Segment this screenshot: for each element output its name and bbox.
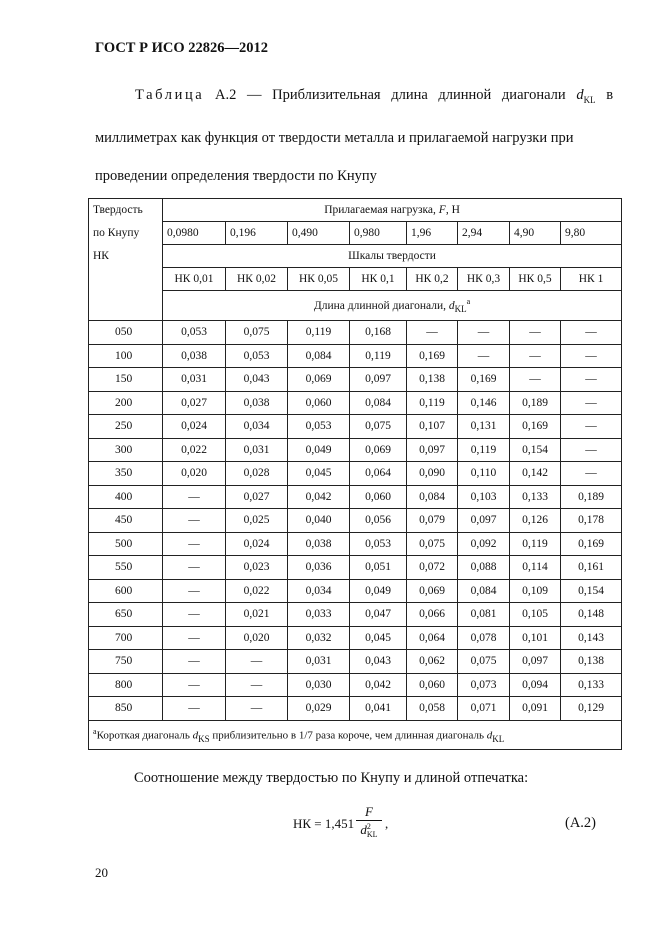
equation-number: (А.2) [565, 815, 597, 831]
scale-label: НК 0,2 [407, 268, 458, 291]
scale-label: НК 0,3 [458, 268, 510, 291]
diagonal-value: 0,154 [561, 579, 622, 603]
table-row [89, 485, 622, 509]
diagonal-value: — [561, 462, 622, 486]
diagonal-value: — [163, 626, 226, 650]
diagonal-value: — [510, 321, 561, 345]
table-row [89, 697, 622, 721]
load-value: 0,0980 [163, 222, 226, 245]
footnote-mark: а [93, 726, 97, 736]
load-value: 0,980 [350, 222, 407, 245]
diagonal-header-footnote-mark: а [466, 297, 471, 306]
diagonal-value: — [226, 673, 288, 697]
diagonal-value: 0,169 [458, 368, 510, 392]
diagonal-value: — [561, 368, 622, 392]
table-row [89, 344, 622, 368]
diagonal-value: — [510, 344, 561, 368]
diagonal-value: — [226, 697, 288, 721]
diagonal-value: 0,073 [458, 673, 510, 697]
caption-table-number: А.2 [214, 87, 237, 103]
diagonal-value: 0,042 [350, 673, 407, 697]
diagonal-value: 0,071 [458, 697, 510, 721]
diagonal-value: 0,129 [561, 697, 622, 721]
caption-line-1 [95, 76, 613, 119]
diagonal-value: 0,154 [510, 438, 561, 462]
diagonal-value: 0,105 [510, 603, 561, 627]
hardness-value: 100 [89, 344, 163, 368]
hardness-value: 450 [89, 509, 163, 533]
diagonal-value: — [163, 579, 226, 603]
diagonal-value: 0,119 [458, 438, 510, 462]
diagonal-value: 0,143 [561, 626, 622, 650]
hardness-value: 600 [89, 579, 163, 603]
diagonal-value: — [407, 321, 458, 345]
diagonal-value: 0,060 [407, 673, 458, 697]
load-value: 2,94 [458, 222, 510, 245]
footnote-subscript-2: KL [492, 733, 505, 744]
formula-den-variable: d [360, 822, 367, 837]
diagonal-value: 0,060 [288, 391, 350, 415]
diagonal-value: 0,142 [510, 462, 561, 486]
diagonal-value: 0,097 [407, 438, 458, 462]
diagonal-value: 0,069 [407, 579, 458, 603]
load-value: 9,80 [561, 222, 622, 245]
diagonal-value: — [163, 697, 226, 721]
diagonal-value: 0,075 [407, 532, 458, 556]
diagonal-value: 0,021 [226, 603, 288, 627]
diagonal-value: 0,119 [407, 391, 458, 415]
diagonal-value: 0,072 [407, 556, 458, 580]
diagonal-value: 0,042 [288, 485, 350, 509]
diagonal-value: 0,126 [510, 509, 561, 533]
scale-label: НК 0,02 [226, 268, 288, 291]
diagonal-value: — [163, 556, 226, 580]
footnote-subscript-1: KS [198, 733, 210, 744]
table-row [89, 626, 622, 650]
diagonal-value: 0,066 [407, 603, 458, 627]
diagonal-value: 0,169 [407, 344, 458, 368]
diagonal-value: 0,031 [288, 650, 350, 674]
diagonal-value: 0,060 [350, 485, 407, 509]
scales-header: Шкалы твердости [163, 245, 622, 268]
diagonal-value: 0,107 [407, 415, 458, 439]
diagonal-value: 0,034 [226, 415, 288, 439]
diagonal-value: 0,110 [458, 462, 510, 486]
diagonal-value: — [458, 344, 510, 368]
diagonal-value: 0,028 [226, 462, 288, 486]
diagonal-value: 0,053 [163, 321, 226, 345]
diagonal-value: 0,081 [458, 603, 510, 627]
diagonal-value: — [561, 415, 622, 439]
diagonal-value: 0,058 [407, 697, 458, 721]
diagonal-value: 0,097 [510, 650, 561, 674]
diagonal-value: — [163, 509, 226, 533]
formula-den-subscript: KL [366, 830, 378, 840]
diagonal-value: 0,038 [288, 532, 350, 556]
table-row [89, 532, 622, 556]
diagonal-value: 0,038 [226, 391, 288, 415]
table-row [89, 462, 622, 486]
load-value: 4,90 [510, 222, 561, 245]
diagonal-value: — [561, 438, 622, 462]
table-row [89, 509, 622, 533]
diagonal-value: 0,034 [288, 579, 350, 603]
diagonal-value: 0,075 [350, 415, 407, 439]
hardness-value: 750 [89, 650, 163, 674]
diagonal-value: 0,094 [510, 673, 561, 697]
diagonal-value: 0,024 [226, 532, 288, 556]
table-row [89, 556, 622, 580]
diagonal-value: 0,049 [350, 579, 407, 603]
diagonal-value: — [163, 532, 226, 556]
diagonal-value: 0,169 [561, 532, 622, 556]
diagonal-value: 0,024 [163, 415, 226, 439]
diagonal-value: 0,079 [407, 509, 458, 533]
diagonal-value: 0,020 [163, 462, 226, 486]
diagonal-value: — [226, 650, 288, 674]
diagonal-value: 0,075 [226, 321, 288, 345]
document-header: ГОСТ Р ИСО 22826—2012 [95, 40, 268, 56]
diagonal-value: 0,169 [510, 415, 561, 439]
diagonal-value: 0,036 [288, 556, 350, 580]
hardness-header-blank [89, 268, 163, 291]
diagonal-value: 0,031 [226, 438, 288, 462]
hardness-header-blank [89, 291, 163, 321]
formula-fraction [356, 804, 382, 839]
diagonal-value: — [561, 344, 622, 368]
diagonal-header-subscript: KL [454, 304, 467, 315]
hardness-value: 500 [89, 532, 163, 556]
diagonal-value: — [163, 673, 226, 697]
diagonal-value: 0,069 [288, 368, 350, 392]
diagonal-value: — [163, 603, 226, 627]
diagonal-value: 0,023 [226, 556, 288, 580]
diagonal-value: 0,053 [350, 532, 407, 556]
diagonal-value: 0,027 [163, 391, 226, 415]
diagonal-value: 0,022 [226, 579, 288, 603]
formula-denominator [356, 821, 382, 839]
diagonal-value: 0,091 [510, 697, 561, 721]
diagonal-value: 0,056 [350, 509, 407, 533]
footnote-variable-1: d [192, 729, 199, 742]
table-row [89, 438, 622, 462]
hardness-value: 150 [89, 368, 163, 392]
table-row [89, 579, 622, 603]
diagonal-value: 0,178 [561, 509, 622, 533]
diagonal-value: 0,119 [350, 344, 407, 368]
diagonal-header [163, 291, 622, 321]
diagonal-value: — [561, 391, 622, 415]
footnote-text-1: Короткая диагональ [96, 729, 190, 742]
diagonal-value: 0,031 [163, 368, 226, 392]
caption-text-end: в [606, 87, 614, 103]
diagonal-value: 0,045 [288, 462, 350, 486]
caption-variable: d [576, 87, 584, 103]
hardness-value: 400 [89, 485, 163, 509]
hardness-value: 350 [89, 462, 163, 486]
hardness-value: 300 [89, 438, 163, 462]
hardness-value: 050 [89, 321, 163, 345]
diagonal-value: 0,119 [288, 321, 350, 345]
page-number: 20 [95, 865, 108, 880]
diagonal-value: 0,075 [458, 650, 510, 674]
table-row [89, 368, 622, 392]
diagonal-value: 0,133 [510, 485, 561, 509]
diagonal-value: 0,051 [350, 556, 407, 580]
load-header-unit: , Н [445, 204, 460, 216]
diagonal-value: 0,043 [350, 650, 407, 674]
hardness-value: 650 [89, 603, 163, 627]
hardness-value: 850 [89, 697, 163, 721]
diagonal-value: 0,168 [350, 321, 407, 345]
diagonal-value: 0,064 [407, 626, 458, 650]
hardness-value: 700 [89, 626, 163, 650]
scale-label: НК 0,01 [163, 268, 226, 291]
diagonal-value: 0,148 [561, 603, 622, 627]
load-value: 0,196 [226, 222, 288, 245]
diagonal-value: 0,189 [561, 485, 622, 509]
diagonal-value: 0,053 [226, 344, 288, 368]
diagonal-value: 0,064 [350, 462, 407, 486]
hardness-table [88, 198, 622, 750]
relation-text: Соотношение между твердостью по Кнупу и длиной отпечатка: [134, 770, 529, 786]
table-row [89, 603, 622, 627]
diagonal-value: 0,084 [350, 391, 407, 415]
diagonal-value: 0,022 [163, 438, 226, 462]
diagonal-value: — [163, 650, 226, 674]
diagonal-value: 0,032 [288, 626, 350, 650]
diagonal-value: 0,030 [288, 673, 350, 697]
caption-line-2: миллиметрах как функция от твердости металла и прилагаемой нагрузки при [95, 129, 574, 146]
caption-table-word: Таблица [135, 87, 205, 103]
table-row [89, 650, 622, 674]
formula-lhs: НК = 1,451 [293, 816, 355, 831]
hardness-header-line-1: Твердость [89, 199, 163, 222]
diagonal-value: 0,138 [561, 650, 622, 674]
hardness-header-line-2: по Кнупу [89, 222, 163, 245]
diagonal-value: 0,029 [288, 697, 350, 721]
diagonal-value: 0,025 [226, 509, 288, 533]
diagonal-value: 0,092 [458, 532, 510, 556]
load-header [163, 199, 622, 222]
diagonal-value: 0,027 [226, 485, 288, 509]
diagonal-value: 0,114 [510, 556, 561, 580]
diagonal-value: 0,069 [350, 438, 407, 462]
hardness-value: 200 [89, 391, 163, 415]
caption-text: — Приблизительная длина длинной диагонали [246, 87, 566, 103]
scale-label: НК 0,05 [288, 268, 350, 291]
diagonal-value: 0,131 [458, 415, 510, 439]
diagonal-value: 0,103 [458, 485, 510, 509]
diagonal-value: — [510, 368, 561, 392]
hardness-value: 550 [89, 556, 163, 580]
hardness-value: 800 [89, 673, 163, 697]
hardness-header-line-3: НК [89, 245, 163, 268]
load-value: 1,96 [407, 222, 458, 245]
table-body [89, 321, 622, 721]
caption-line-3: проведении определения твердости по Кнупу [95, 167, 377, 184]
diagonal-value: 0,020 [226, 626, 288, 650]
diagonal-value: 0,049 [288, 438, 350, 462]
diagonal-value: 0,119 [510, 532, 561, 556]
footnote-text-2: приблизительно в 1/7 раза короче, чем длинная диагональ [212, 729, 484, 742]
formula-numerator: F [365, 804, 373, 819]
diagonal-value: 0,053 [288, 415, 350, 439]
diagonal-value: 0,161 [561, 556, 622, 580]
diagonal-value: 0,088 [458, 556, 510, 580]
diagonal-value: 0,084 [288, 344, 350, 368]
diagonal-value: 0,047 [350, 603, 407, 627]
diagonal-value: 0,101 [510, 626, 561, 650]
diagonal-value: — [561, 321, 622, 345]
diagonal-value: 0,133 [561, 673, 622, 697]
diagonal-value: 0,189 [510, 391, 561, 415]
caption-variable-subscript: KL [583, 94, 596, 105]
scale-label: НК 0,5 [510, 268, 561, 291]
table-row [89, 673, 622, 697]
diagonal-value: — [458, 321, 510, 345]
footnote-variable-2: d [486, 729, 493, 742]
diagonal-value: 0,078 [458, 626, 510, 650]
load-value: 0,490 [288, 222, 350, 245]
diagonal-value: 0,084 [407, 485, 458, 509]
diagonal-value: — [163, 485, 226, 509]
diagonal-value: 0,097 [458, 509, 510, 533]
load-header-variable: F [438, 204, 446, 216]
diagonal-header-text: Длина длинной диагонали, [313, 299, 446, 312]
scale-label: НК 1 [561, 268, 622, 291]
table-row [89, 391, 622, 415]
diagonal-value: 0,062 [407, 650, 458, 674]
diagonal-value: 0,138 [407, 368, 458, 392]
hardness-value: 250 [89, 415, 163, 439]
diagonal-value: 0,097 [350, 368, 407, 392]
table-caption [95, 76, 613, 195]
diagonal-value: 0,045 [350, 626, 407, 650]
scale-label: НК 0,1 [350, 268, 407, 291]
diagonal-value: 0,146 [458, 391, 510, 415]
diagonal-value: 0,109 [510, 579, 561, 603]
diagonal-value: 0,040 [288, 509, 350, 533]
diagonal-header-variable: d [448, 299, 455, 312]
diagonal-value: 0,041 [350, 697, 407, 721]
table-footnote [89, 720, 622, 750]
load-header-text: Прилагаемая нагрузка, [324, 204, 436, 216]
diagonal-value: 0,090 [407, 462, 458, 486]
diagonal-value: 0,084 [458, 579, 510, 603]
diagonal-value: 0,033 [288, 603, 350, 627]
table-row [89, 415, 622, 439]
diagonal-value: 0,043 [226, 368, 288, 392]
formula-den-superscript: 2 [366, 822, 371, 832]
formula-trailing-comma: , [385, 816, 389, 831]
diagonal-value: 0,038 [163, 344, 226, 368]
table-row [89, 321, 622, 345]
